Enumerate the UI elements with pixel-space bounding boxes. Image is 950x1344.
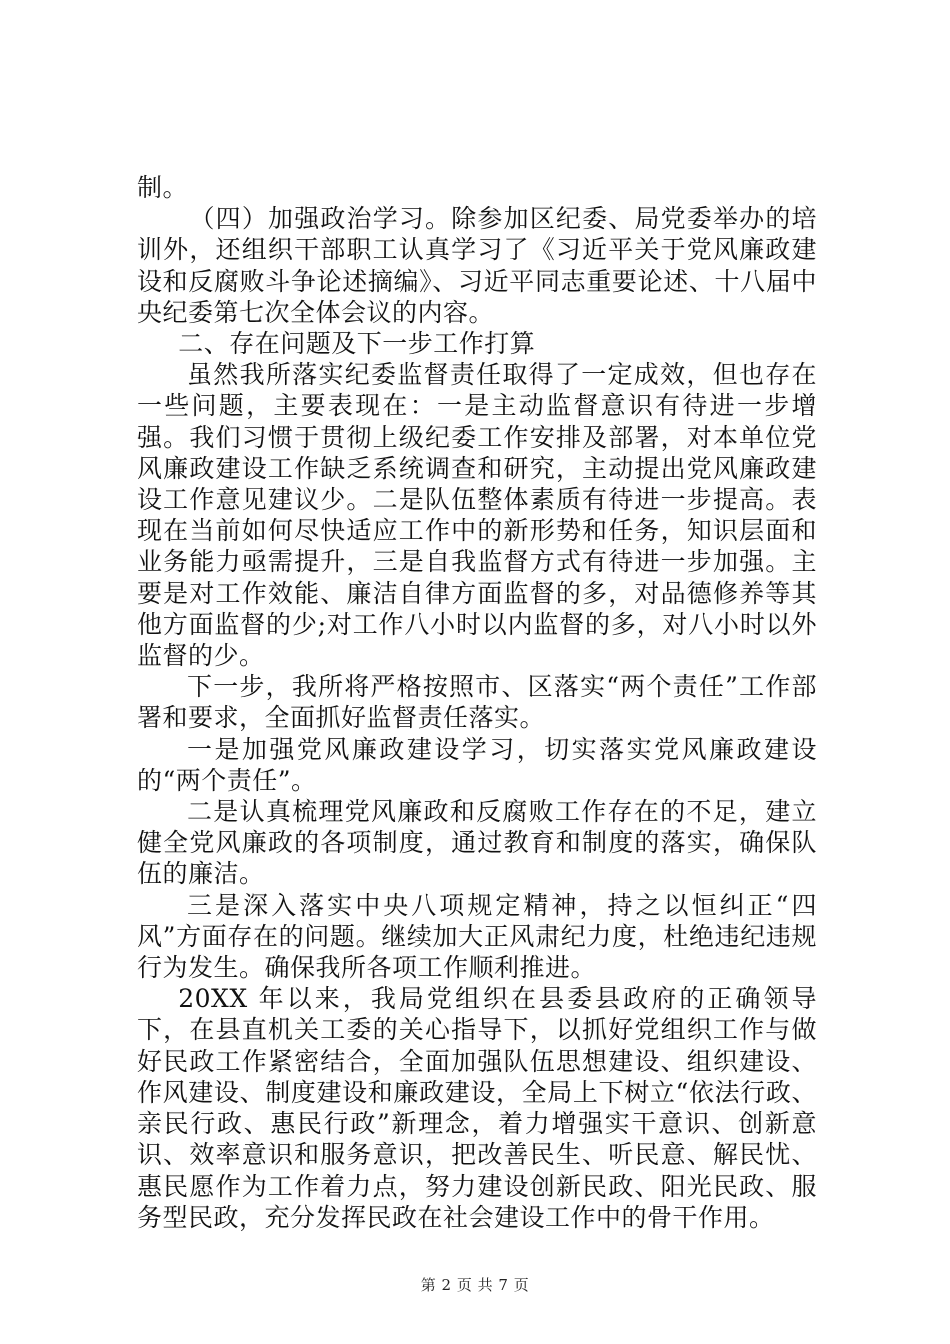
page-footer bbox=[0, 1274, 950, 1295]
section-heading-problems: 二、存在问题及下一步工作打算 bbox=[178, 329, 536, 359]
page-number: 第 2 页 共 7 页 bbox=[420, 1276, 530, 1294]
paragraph-continuation: 制。 bbox=[137, 173, 189, 202]
paragraph-item-two: 二是认真梳理党风廉政和反腐败工作存在的不足，建立健全党风廉政的各项制度，通过教育和制度的落实，确保队伍的廉洁。 bbox=[137, 797, 817, 889]
paragraph-political-study: （四）加强政治学习。除参加区纪委、局党委举办的培训外，还组织干部职工认真学习了《习近平关于党风廉政建设和反腐败斗争论述摘编》、习近平同志重要论述、十八届中央纪委第七次全体会议的内容。 bbox=[137, 204, 817, 327]
document-body bbox=[137, 172, 817, 1233]
paragraph-item-three: 三是深入落实中央八项规定精神，持之以恒纠正“四风”方面存在的问题。继续加大正风肃纪力度，杜绝违纪违规行为发生。确保我所各项工作顺利推进。 bbox=[137, 890, 817, 983]
paragraph-item-one: 一是加强党风廉政建设学习，切实落实党风廉政建设的“两个责任”。 bbox=[137, 734, 817, 795]
paragraph-problems: 虽然我所落实纪委监督责任取得了一定成效，但也存在一些问题，主要表现在：一是主动监督意识有待进一步增强。我们习惯于贯彻上级纪委工作安排及部署，对本单位党风廉政建设工作缺乏系统调查和研究，主动提出党风廉政建设工作意见建议少。二是队伍整体素质有待进一步提高。表现在当前如何尽快适应工作中的新形势和任务，知识层面和业务能力亟需提升，三是自我监督方式有待进一步加强。主要是对工作效能、廉洁自律方面监督的多，对品德修养等其他方面监督的少;对工作八小时以内监督的多，对八小时以外监督的少。 bbox=[137, 360, 817, 671]
paragraph-civil-affairs: 20XX 年以来，我局党组织在县委县政府的正确领导下，在县直机关工委的关心指导下，以抓好党组织工作与做好民政工作紧密结合，全面加强队伍思想建设、组织建设、作风建设、制度建设和廉政建设，全局上下树立“依法行政、亲民行政、惠民行政”新理念，着力增强实干意识、创新意识、效率意识和服务意识，把改善民生、听民意、解民忧、惠民愿作为工作着力点，努力建设创新民政、阳光民政、服务型民政，充分发挥民政在社会建设工作中的骨干作用。 bbox=[137, 984, 817, 1232]
paragraph-next-steps: 下一步，我所将严格按照市、区落实“两个责任”工作部署和要求，全面抓好监督责任落实。 bbox=[137, 672, 817, 733]
